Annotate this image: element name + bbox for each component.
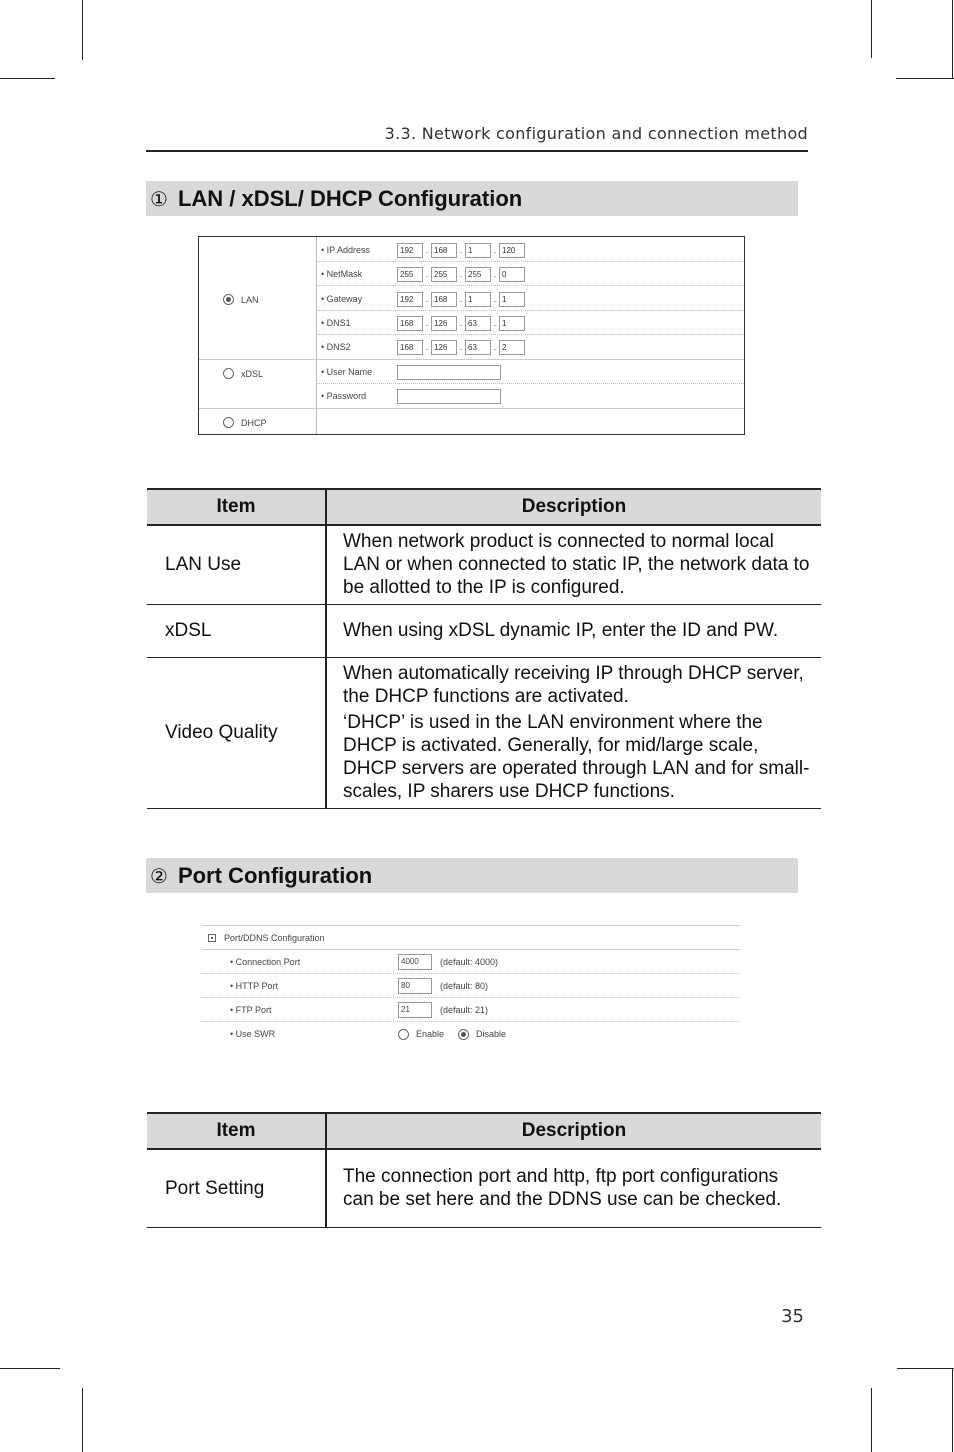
divider: [317, 334, 744, 335]
ip-octet-input[interactable]: 0: [499, 267, 525, 282]
field-label: • Use SWR: [230, 1029, 276, 1039]
divider: [199, 408, 744, 409]
table-header-row: [147, 1113, 821, 1149]
item-cell: Video Quality: [147, 657, 326, 808]
port-description-table: [147, 1112, 821, 1228]
radio-selected-icon: [223, 294, 234, 305]
username-input[interactable]: [397, 365, 501, 380]
divider: [199, 359, 744, 360]
ip-octet-input[interactable]: 63: [465, 316, 491, 331]
divider: [317, 261, 744, 262]
running-header: 3.3. Network configuration and connection method: [384, 124, 808, 143]
ip-octet-input[interactable]: 255: [431, 267, 457, 282]
ip-octet-input[interactable]: 255: [465, 267, 491, 282]
description-cell: When network product is connected to normal local LAN or when connected to static IP, the network data to be allotted to the IP is configured.: [326, 525, 821, 604]
ip-octet-input[interactable]: 2: [499, 340, 525, 355]
section-box-icon: [208, 934, 216, 942]
ftp-port-row: [202, 998, 740, 1022]
ip-octet-input[interactable]: 255: [397, 267, 423, 282]
description-cell: When automatically receiving IP through DHCP server, the DHCP functions are activated. ‘DHCP’ is used in the LAN environment where the DHCP is activated. Generally, for mid/large scale, DHCP servers are operated through LAN and for small-scales, IP sharers use DHCP functions.: [326, 657, 821, 808]
crop-mark: [952, 0, 953, 79]
field-label: • FTP Port: [230, 1004, 272, 1015]
lan-description-table: [147, 488, 821, 809]
ip-octet-input[interactable]: 168: [431, 243, 457, 258]
field-label: • DNS2: [321, 342, 351, 352]
table-header-row: [147, 489, 821, 525]
disable-radio-icon[interactable]: [458, 1029, 469, 1040]
default-hint: (default: 80): [440, 980, 489, 991]
xdsl-option-label: xDSL: [241, 368, 264, 379]
column-header: Description: [326, 1113, 821, 1149]
field-label: • Gateway: [321, 294, 363, 304]
column-header: Description: [326, 489, 821, 525]
table-row: [147, 657, 821, 808]
ip-octet-input[interactable]: 168: [397, 340, 423, 355]
network-type-column: [199, 237, 317, 434]
page-number: 35: [781, 1306, 804, 1327]
section-title: LAN / xDSL/ DHCP Configuration: [177, 185, 523, 211]
ip-octet-input[interactable]: 192: [397, 292, 423, 307]
item-cell: LAN Use: [147, 525, 326, 604]
ip-octet-input[interactable]: 192: [397, 243, 423, 258]
section-heading-lan: [146, 181, 798, 216]
divider: [317, 285, 744, 286]
section-number: ①: [150, 186, 168, 211]
port-config-screenshot: [202, 925, 740, 1047]
field-label: • Password: [321, 391, 367, 401]
password-row: [321, 387, 501, 405]
section-title: Port Configuration: [177, 862, 373, 888]
table-row: [147, 525, 821, 604]
radio-icon: [223, 417, 234, 428]
section-heading-port: [146, 858, 798, 893]
dns2-row: • DNS2 168 . 126 . 63 . 2: [321, 338, 525, 356]
default-hint: (default: 21): [440, 1004, 489, 1015]
username-row: [321, 363, 501, 381]
netmask-row: • NetMask 255 . 255 . 255 . 0: [321, 265, 525, 283]
crop-mark: [82, 1388, 83, 1452]
http-port-input[interactable]: 80: [398, 978, 432, 994]
ip-octet-input[interactable]: 1: [499, 316, 525, 331]
lan-config-screenshot: [198, 236, 745, 435]
radio-icon: [223, 368, 234, 379]
crop-mark: [871, 0, 872, 58]
item-cell: Port Setting: [147, 1149, 326, 1227]
enable-radio-icon[interactable]: [398, 1029, 409, 1040]
use-swr-row: [202, 1022, 740, 1046]
http-port-row: [202, 974, 740, 998]
column-header: Item: [147, 1113, 326, 1149]
divider: [317, 383, 744, 384]
ftp-port-input[interactable]: 21: [398, 1002, 432, 1018]
enable-label: Enable: [416, 1029, 445, 1039]
table-row: [147, 1149, 821, 1227]
divider: [317, 310, 744, 311]
ip-octet-input[interactable]: 126: [431, 340, 457, 355]
crop-mark: [896, 78, 954, 79]
ip-octet-input[interactable]: 1: [465, 292, 491, 307]
crop-mark: [0, 1368, 60, 1369]
disable-label: Disable: [476, 1029, 507, 1039]
ip-octet-input[interactable]: 168: [397, 316, 423, 331]
ip-octet-input[interactable]: 126: [431, 316, 457, 331]
field-label: • HTTP Port: [230, 980, 278, 991]
field-label: • NetMask: [321, 269, 363, 279]
ip-octet-input[interactable]: 1: [499, 292, 525, 307]
header-rule: [146, 150, 808, 152]
connection-port-input[interactable]: 4000: [398, 954, 432, 970]
password-input[interactable]: [397, 389, 501, 404]
dns1-row: • DNS1 168 . 126 . 63 . 1: [321, 314, 525, 332]
ip-octet-input[interactable]: 168: [431, 292, 457, 307]
description-cell: When using xDSL dynamic IP, enter the ID and PW.: [326, 604, 821, 657]
connection-port-row: [202, 950, 740, 974]
panel-heading: Port/DDNS Configuration: [224, 932, 325, 943]
crop-mark: [871, 1388, 872, 1452]
dhcp-option-label: DHCP: [241, 417, 267, 428]
ip-address-row: • IP Address 192 . 168 . 1 . 120: [321, 241, 525, 259]
field-label: • Connection Port: [230, 956, 301, 967]
section-number: ②: [150, 863, 168, 888]
crop-mark: [897, 1368, 954, 1369]
description-cell: The connection port and http, ftp port configurations can be set here and the DDNS use can be checked.: [326, 1149, 821, 1227]
field-label: • User Name: [321, 367, 373, 377]
crop-mark: [952, 1368, 953, 1452]
crop-mark: [0, 78, 55, 79]
ip-octet-input[interactable]: 120: [499, 243, 525, 258]
default-hint: (default: 4000): [440, 956, 499, 967]
column-header: Item: [147, 489, 326, 525]
gateway-row: • Gateway 192 . 168 . 1 . 1: [321, 290, 525, 308]
panel-heading-row: [202, 926, 740, 950]
dhcp-option[interactable]: [223, 417, 267, 428]
ip-octet-input[interactable]: 63: [465, 340, 491, 355]
lan-option-label: LAN: [241, 294, 259, 305]
crop-mark: [82, 0, 83, 60]
table-row: [147, 604, 821, 657]
ip-octet-input[interactable]: 1: [465, 243, 491, 258]
item-cell: xDSL: [147, 604, 326, 657]
field-label: • IP Address: [321, 245, 371, 255]
xdsl-option[interactable]: [223, 368, 263, 379]
lan-option[interactable]: [223, 294, 259, 305]
field-label: • DNS1: [321, 318, 351, 328]
